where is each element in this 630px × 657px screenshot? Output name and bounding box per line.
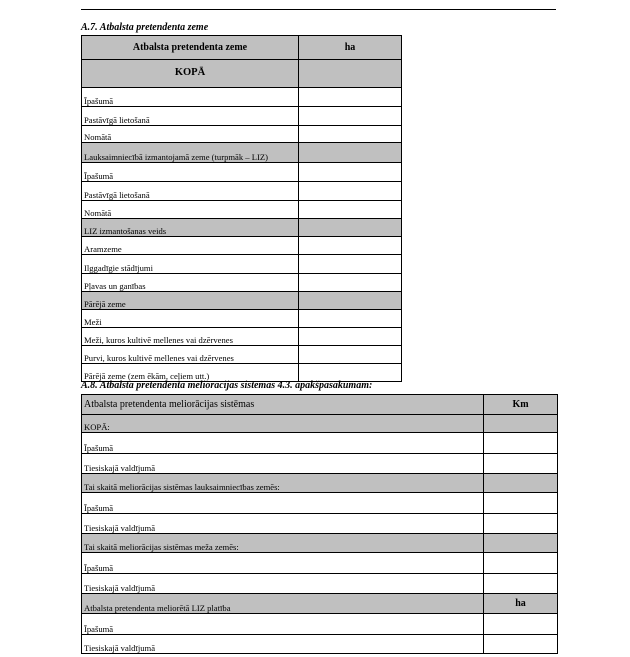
land-row [82,274,402,292]
land-row-label: Nomātā [82,201,299,219]
melioration-row-value[interactable] [484,415,558,433]
land-header-unit: ha [299,36,402,60]
melioration-row [82,433,558,454]
melioration-row [82,553,558,574]
land-row [82,292,402,310]
melioration-table-header [82,395,558,415]
melioration-row-value[interactable] [484,635,558,654]
melioration-row [82,614,558,635]
land-row-value[interactable] [299,182,402,201]
land-row-value[interactable] [299,237,402,255]
land-row [82,126,402,143]
melioration-row-label: Atbalsta pretendenta meliorētā LIZ platība [82,594,484,614]
melioration-row-value: ha [484,594,558,614]
melioration-row [82,454,558,474]
land-row [82,143,402,163]
melioration-row [82,594,558,614]
melioration-row [82,534,558,553]
land-row-label: Īpašumā [82,163,299,182]
melioration-row [82,493,558,514]
land-row [82,88,402,107]
melioration-row-label: Īpašumā [82,614,484,635]
land-table-header [82,36,402,60]
melioration-row-value[interactable] [484,433,558,454]
land-row [82,237,402,255]
top-rule [81,9,556,10]
melioration-row-value[interactable] [484,454,558,474]
melioration-row-value[interactable] [484,614,558,635]
melioration-row [82,514,558,534]
land-row-label: Pastāvīgā lietošanā [82,107,299,126]
melioration-row-label: KOPĀ: [82,415,484,433]
land-row-value[interactable] [299,364,402,382]
land-row [82,107,402,126]
melioration-row-label: Tiesiskajā valdījumā [82,574,484,594]
melioration-row-label: Īpašumā [82,433,484,454]
land-row-label: Pļavas un ganības [82,274,299,292]
land-row [82,219,402,237]
melioration-row-value[interactable] [484,493,558,514]
land-row-value[interactable] [299,126,402,143]
land-row [82,328,402,346]
land-row-value[interactable] [299,219,402,237]
land-row-label: Lauksaimniecībā izmantojamā zeme (turpmāk – LIZ) [82,143,299,163]
land-row-label: Meži, kuros kultivē mellenes vai dzērvenes [82,328,299,346]
land-table [81,35,402,382]
land-row-value[interactable] [299,163,402,182]
land-row-label: Aramzeme [82,237,299,255]
land-row-label: Meži [82,310,299,328]
land-row-label: Īpašumā [82,88,299,107]
land-row-label: Purvi, kuros kultivē mellenes vai dzērvenes [82,346,299,364]
melioration-row-label: Tiesiskajā valdījumā [82,635,484,654]
land-row-label: Pastāvīgā lietošanā [82,182,299,201]
land-total-label: KOPĀ [82,60,299,88]
melioration-row-label: Īpašumā [82,493,484,514]
land-row [82,255,402,274]
melioration-header-label: Atbalsta pretendenta meliorācijas sistēmas [82,395,484,415]
land-row-value[interactable] [299,292,402,310]
land-row-label: LIZ izmantošanas veids [82,219,299,237]
melioration-row-label: Tai skaitā meliorācijas sistēmas lauksaimniecības zemēs: [82,474,484,493]
land-total-row [82,60,402,88]
land-row-value[interactable] [299,346,402,364]
land-row-value[interactable] [299,328,402,346]
land-row-value[interactable] [299,201,402,219]
melioration-row-value[interactable] [484,514,558,534]
melioration-row-label: Tiesiskajā valdījumā [82,454,484,474]
land-total-value[interactable] [299,60,402,88]
melioration-row [82,574,558,594]
land-header-label: Atbalsta pretendenta zeme [82,36,299,60]
land-row-value[interactable] [299,107,402,126]
land-row-label: Ilggadīgie stādījumi [82,255,299,274]
land-row-value[interactable] [299,88,402,107]
melioration-row-value[interactable] [484,474,558,493]
melioration-row-value[interactable] [484,534,558,553]
land-row-value[interactable] [299,274,402,292]
land-row-value[interactable] [299,310,402,328]
melioration-header-unit: Km [484,395,558,415]
melioration-row [82,474,558,493]
land-row [82,163,402,182]
melioration-row-label: Tiesiskajā valdījumā [82,514,484,534]
melioration-row [82,415,558,433]
melioration-row-value[interactable] [484,574,558,594]
land-row-label: Pārējā zeme (zem ēkām, ceļiem utt.) [82,364,299,382]
section-a8-title: A.8. Atbalsta pretendenta meliorācijas sistēmas 4.3. apakšpasākumam: [81,380,373,391]
land-row [82,310,402,328]
melioration-row [82,635,558,654]
melioration-row-label: Īpašumā [82,553,484,574]
land-row-value[interactable] [299,255,402,274]
land-row [82,201,402,219]
section-a7-title: A.7. Atbalsta pretendenta zeme [81,22,209,33]
melioration-row-label: Tai skaitā meliorācijas sistēmas meža zemēs: [82,534,484,553]
land-row-label: Nomātā [82,126,299,143]
melioration-table [81,394,558,654]
land-row [82,182,402,201]
land-row [82,346,402,364]
land-row [82,364,402,382]
melioration-row-value[interactable] [484,553,558,574]
land-row-label: Pārējā zeme [82,292,299,310]
land-row-value[interactable] [299,143,402,163]
